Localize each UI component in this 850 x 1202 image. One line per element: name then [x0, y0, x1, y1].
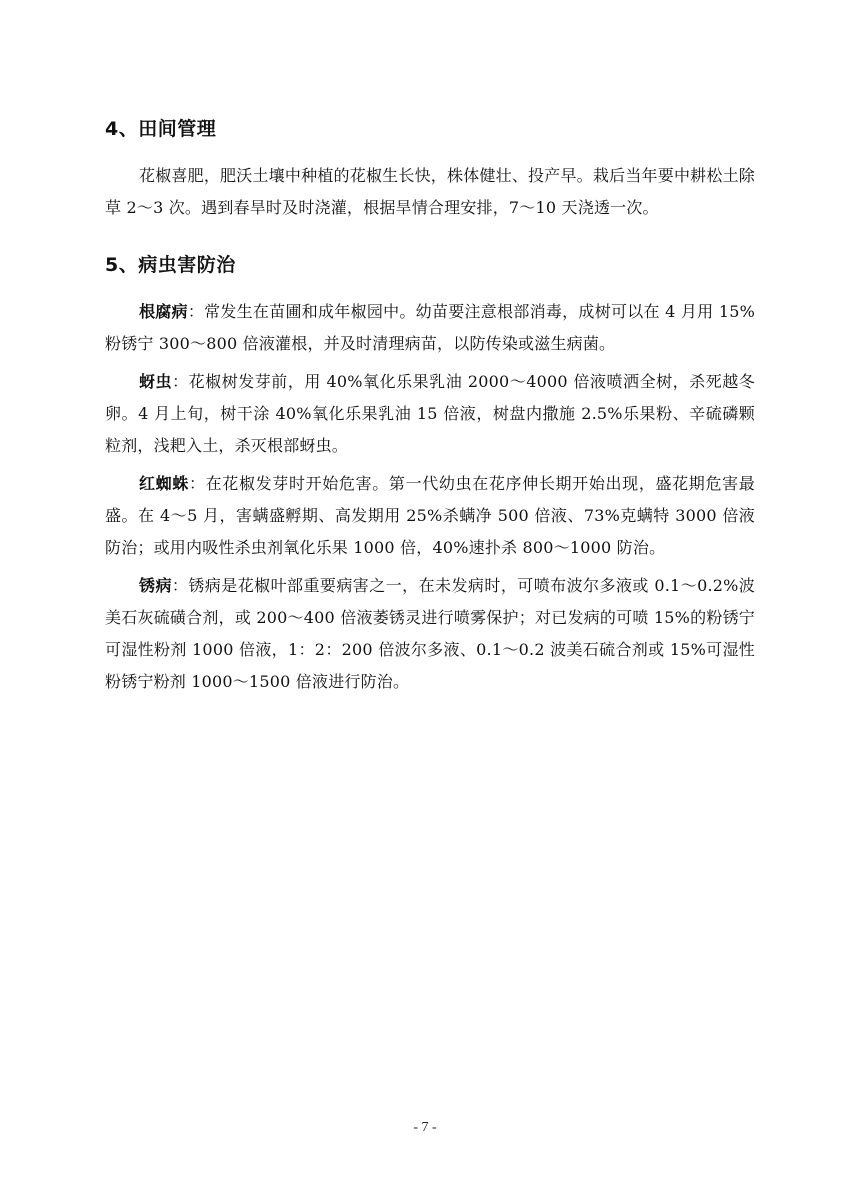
- paragraph-field-management: [105, 160, 755, 224]
- section-heading-pest-control: 5、病虫害防治: [105, 254, 236, 276]
- paragraph-aphid: [105, 366, 755, 462]
- paragraph-text: ：在花椒发芽时开始危害。第一代幼虫在花序伸长期开始出现，盛花期危害最盛。在 4～5 月，害螨盛孵期、高发期用 25%杀螨净 500 倍液、73%克螨特 3000 倍液防治；或用内吸性杀虫剂氧化乐果 1000 倍，40%速扑杀 800～1000 防治。: [105, 474, 755, 557]
- term-rust: 锈病: [139, 576, 172, 595]
- term-aphid: 蚜虫: [139, 372, 173, 391]
- paragraph-rust: [105, 570, 755, 698]
- term-root-rot: 根腐病: [139, 302, 188, 321]
- paragraph-text: 花椒喜肥，肥沃土壤中种植的花椒生长快，株体健壮、投产早。栽后当年要中耕松土除草 2～3 次。遇到春旱时及时浇灌，根据旱情合理安排，7～10 天浇透一次。: [105, 166, 755, 217]
- page-number: - 7 -: [413, 1120, 437, 1135]
- paragraph-text: ：花椒树发芽前，用 40%氧化乐果乳油 2000～4000 倍液喷洒全树，杀死越冬卵。4 月上旬，树干涂 40%氧化乐果乳油 15 倍液，树盘内撒施 2.5%乐果粉、辛硫磷颗粒剂，浅耙入土，杀灭根部蚜虫。: [105, 372, 755, 455]
- section-heading-field-management: 4、田间管理: [105, 118, 217, 140]
- paragraph-root-rot: [105, 296, 755, 360]
- paragraph-text: ：锈病是花椒叶部重要病害之一，在未发病时，可喷布波尔多液或 0.1～0.2%波美石灰硫磺合剂，或 200～400 倍液萎锈灵进行喷雾保护；对已发病的可喷 15%的粉锈宁可湿性粉剂 1000 倍液，1：2：200 倍波尔多液、0.1～0.2 波美石硫合剂或 15%可湿性粉锈宁粉剂 1000～1500 倍液进行防治。: [105, 576, 756, 691]
- paragraph-text: ：常发生在苗圃和成年椒园中。幼苗要注意根部消毒，成树可以在 4 月用 15%粉锈宁 300～800 倍液灌根，并及时清理病苗，以防传染或滋生病菌。: [105, 302, 755, 353]
- page-content: [105, 112, 755, 704]
- paragraph-red-spider: [105, 468, 755, 564]
- term-red-spider: 红蜘蛛: [139, 474, 189, 493]
